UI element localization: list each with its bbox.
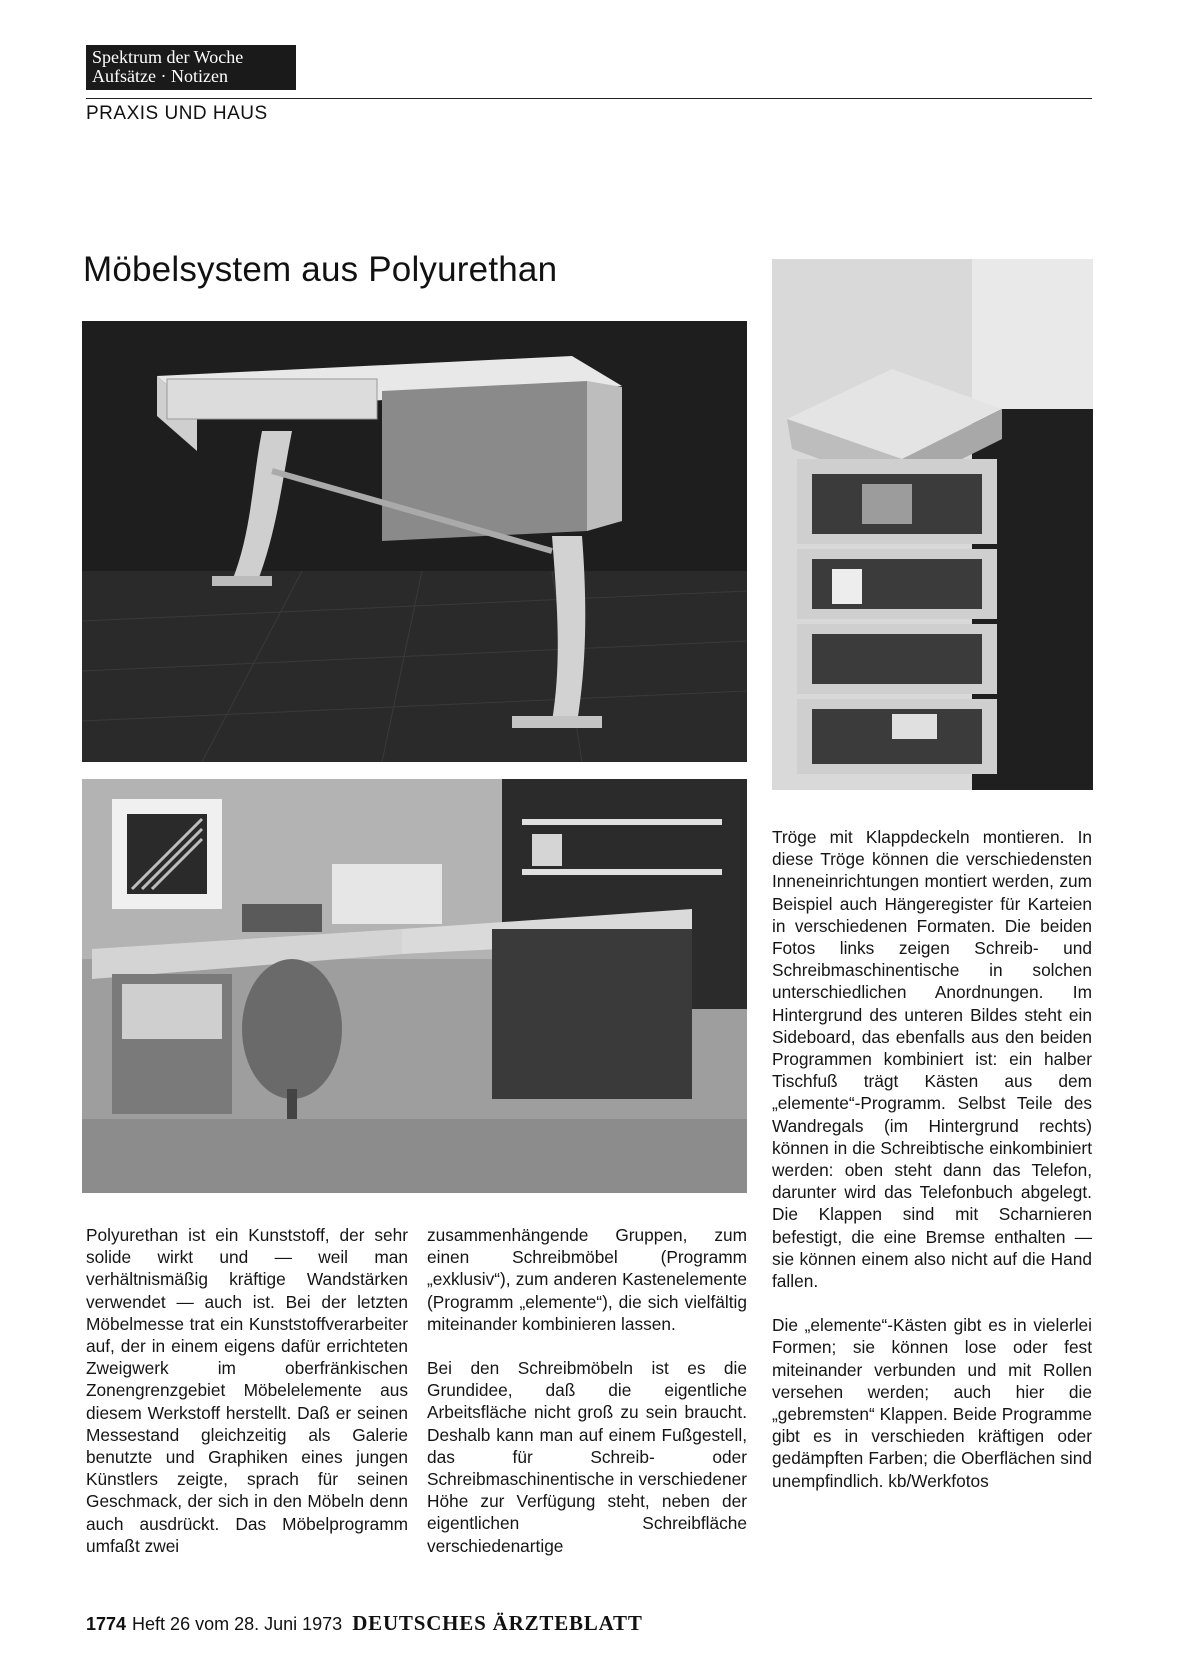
issue-info: Heft 26 vom 28. Juni 1973	[132, 1614, 343, 1634]
page-number: 1774	[86, 1614, 127, 1634]
kicker-line-2: Aufsätze · Notizen	[92, 66, 228, 86]
kicker-line-1: Spektrum der Woche	[92, 47, 244, 67]
photo-desk	[82, 321, 747, 762]
article-column-2	[427, 1224, 747, 1557]
photo-office	[82, 779, 747, 1193]
paragraph: Tröge mit Klappdeckeln montieren. In diese Tröge können die verschiedensten Inneneinrichtungen montiert werden, zum Beispiel auch Hängeregister für Karteien in verschiedenen Formaten. Die beiden Fotos links zeigen Schreib- und Schreibmaschinentische in solchen unterschiedlichen Anordnungen. Im Hintergrund des unteren Bildes steht ein Sideboard, das ebenfalls aus den beiden Programmen kombiniert ist: ein halber Tischfuß trägt Kästen aus dem „elemente“-Programm. Selbst Teile des Wandregals (im Hintergrund rechts) können in die Schreibtische einkombiniert werden: oben steht dann das Telefon, darunter wird das Telefonbuch abgelegt. Die Klappen sind mit Scharnieren befestigt, die eine Bremse enthalten — sie können einem also nicht auf die Hand fallen.	[772, 827, 1092, 1292]
paragraph: zusammenhängende Gruppen, zum einen Schreibmöbel (Programm „exklusiv“), zum anderen Kastenelemente (Programm „elemente“), die sich vielfältig miteinander kombinieren lassen.	[427, 1225, 747, 1334]
paragraph: Die „elemente“-Kästen gibt es in vielerlei Formen; sie können lose oder fest miteinander verbunden und mit Rollen versehen werden; auch hier die „gebremsten“ Klappen. Beide Programme gibt es in verschieden kräftigen oder gedämpften Farben; die Oberflächen sind unempfindlich. kb/Werkfotos	[772, 1315, 1092, 1491]
article-title: Möbelsystem aus Polyurethan	[83, 250, 558, 289]
section-kicker	[86, 45, 296, 90]
article-column-3	[772, 826, 1092, 1492]
page-footer	[86, 1611, 643, 1636]
section-label: PRAXIS UND HAUS	[86, 103, 268, 124]
paragraph: Bei den Schreibmöbeln ist es die Grundidee, daß die eigentliche Arbeitsfläche nicht groß zu sein braucht. Deshalb kann man auf einem Fußgestell, das für Schreib- oder Schreibmaschinentische in verschiedener Höhe zur Verfügung steht, neben der eigentlichen Schreibfläche verschiedenartige	[427, 1358, 747, 1556]
paragraph: Polyurethan ist ein Kunststoff, der sehr solide wirkt und — weil man verhältnismäßig kräftige Wandstärken verwendet — auch ist. Bei der letzten Möbelmesse trat ein Kunststoffverarbeiter auf, der in einem eigens dafür errichteten Zweigwerk im oberfränkischen Zonengrenzgebiet Möbelelemente aus diesem Werkstoff herstellt. Daß er seinen Messestand gleichzeitig als Galerie benutzte und Graphiken eines jungen Künstlers zeigte, sprach für seinen Geschmack, der sich in den Möbeln denn auch ausdrückt. Das Möbelprogramm umfaßt zwei	[86, 1225, 408, 1556]
photo-cabinet	[772, 259, 1093, 790]
article-column-1	[86, 1224, 408, 1557]
header-rule	[86, 98, 1092, 99]
journal-name: DEUTSCHES ÄRZTEBLATT	[352, 1611, 643, 1635]
